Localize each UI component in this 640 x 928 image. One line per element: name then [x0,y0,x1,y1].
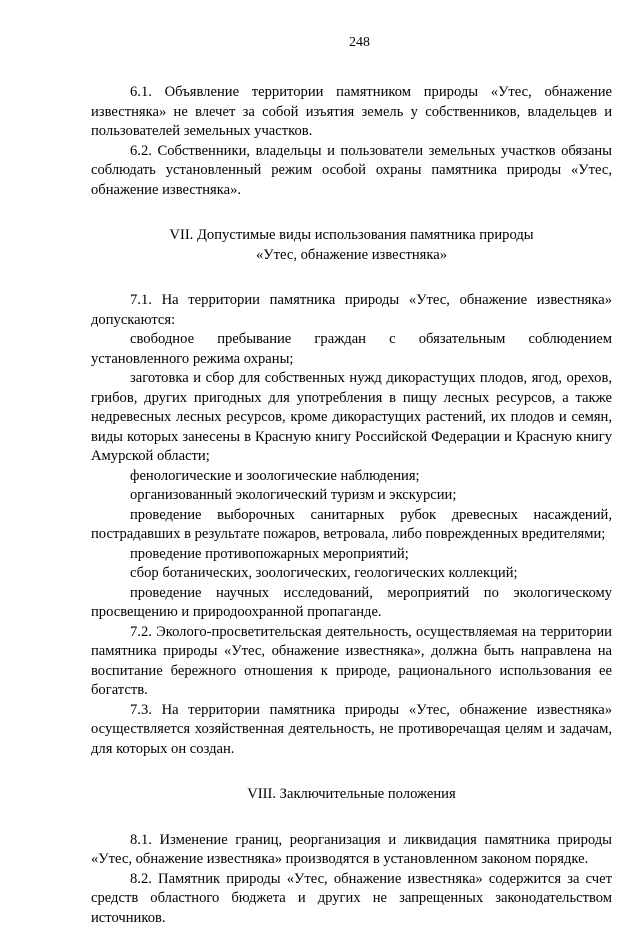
section-heading-8-line-1: VIII. Заключительные положения [91,785,612,805]
list-item-collections: сбор ботанических, зоологических, геологических коллекций; [91,564,612,584]
paragraph-8-2: 8.2. Памятник природы «Утес, обнажение известняка» содержится за счет средств областного бюджета и других не запрещенных законодательством источников. [91,870,612,928]
page-number: 248 [91,34,612,51]
list-item-research: проведение научных исследований, мероприятий по экологическому просвещению и природоохранной пропаганде. [91,584,612,623]
paragraph-7-3: 7.3. На территории памятника природы «Утес, обнажение известняка» осуществляется хозяйственная деятельность, не противоречащая целям и задачам, для которых он создан. [91,701,612,760]
list-item-harvesting: заготовка и сбор для собственных нужд дикорастущих плодов, ягод, орехов, грибов, других пригодных для употребления в пищу лесных ресурсов, а также недревесных лесных ресурсов, кроме дикорастущих растений, их плодов и семян, виды которых занесены в Красную книгу Российской Федерации и Красную книгу Амурской области; [91,369,612,467]
section-heading-8 [91,785,612,805]
paragraph-7-2: 7.2. Эколого-просветительская деятельность, осуществляемая на территории памятника природы «Утес, обнажение известняка», должна быть направлена на воспитание бережного отношения к природе, рационального использования ее богатств. [91,623,612,701]
list-item-fire-prevention: проведение противопожарных мероприятий; [91,545,612,565]
paragraph-6-2: 6.2. Собственники, владельцы и пользователи земельных участков обязаны соблюдать установленный режим особой охраны памятника природы «Утес, обнажение известняка». [91,142,612,201]
section-heading-7 [91,226,612,265]
list-item-observations: фенологические и зоологические наблюдения; [91,467,612,487]
paragraph-6-1: 6.1. Объявление территории памятником природы «Утес, обнажение известняка» не влечет за собой изъятия земель у собственников, владельцев и пользователей земельных участков. [91,83,612,142]
list-item-sanitary-felling: проведение выборочных санитарных рубок древесных насаждений, пострадавших в результате пожаров, ветровала, либо поврежденных вредителями; [91,506,612,545]
section-heading-7-line-2: «Утес, обнажение известняка» [91,246,612,266]
list-item-free-stay: свободное пребывание граждан с обязательным соблюдением установленного режима охраны; [91,330,612,369]
section-heading-7-line-1: VII. Допустимые виды использования памятника природы [91,226,612,246]
paragraph-7-1: 7.1. На территории памятника природы «Утес, обнажение известняка» допускаются: [91,291,612,330]
paragraph-8-1: 8.1. Изменение границ, реорганизация и ликвидация памятника природы «Утес, обнажение известняка» производятся в установленном законом порядке. [91,831,612,870]
list-item-ecotourism: организованный экологический туризм и экскурсии; [91,486,612,506]
